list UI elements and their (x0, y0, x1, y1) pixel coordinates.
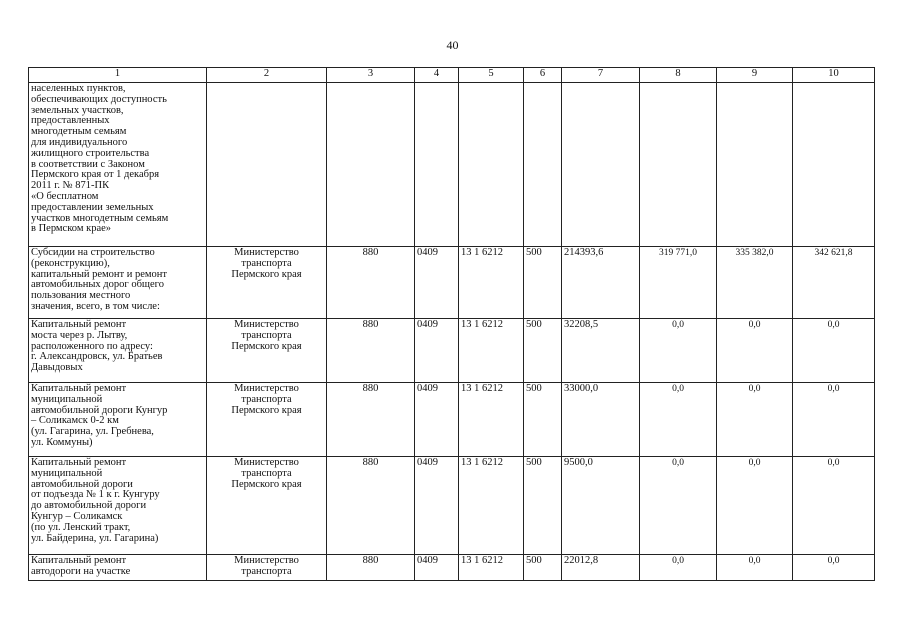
section-cell: 0409 (415, 247, 459, 319)
target-article-cell (459, 83, 524, 247)
amount-col8-cell: 0,0 (640, 457, 717, 555)
expense-type-cell: 500 (524, 383, 562, 457)
item-name-cell: Субсидии на строительство (реконструкцию), капитальный ремонт и ремонт автомобильных дорог общего пользования местного значения, всего, в том числе: (29, 247, 207, 319)
item-name-cell: населенных пунктов, обеспечивающих доступность земельных участков, предоставленных многодетным семьям для индивидуального жилищного строительства в соответствии с Законом Пермского края от 1 декабря 2011 г. № 871-ПК «О бесплатном предоставлении земельных участков многодетным семьям в Пермском крае» (29, 83, 207, 247)
amount-col7-cell: 33000,0 (562, 383, 640, 457)
table-header-row (29, 68, 875, 83)
amount-col9-cell (717, 83, 793, 247)
amount-col10-cell: 342 621,8 (793, 247, 875, 319)
ministry-cell (207, 83, 327, 247)
target-article-cell: 13 1 6212 (459, 247, 524, 319)
amount-col9-cell: 0,0 (717, 457, 793, 555)
amount-col7-cell: 214393,6 (562, 247, 640, 319)
code-cell: 880 (327, 555, 415, 581)
table-row (29, 457, 875, 555)
table-row (29, 319, 875, 383)
target-article-cell: 13 1 6212 (459, 319, 524, 383)
column-number-4: 4 (415, 68, 459, 83)
column-number-9: 9 (717, 68, 793, 83)
amount-col7-cell: 9500,0 (562, 457, 640, 555)
target-article-cell: 13 1 6212 (459, 555, 524, 581)
item-name-cell: Капитальный ремонт муниципальной автомобильной дороги Кунгур – Соликамск 0-2 км (ул. Гагарина, ул. Гребнева, ул. Коммуны) (29, 383, 207, 457)
code-cell (327, 83, 415, 247)
ministry-cell: Министерство транспорта Пермского края (207, 383, 327, 457)
ministry-cell: Министерство транспорта Пермского края (207, 457, 327, 555)
amount-col10-cell: 0,0 (793, 457, 875, 555)
code-cell: 880 (327, 247, 415, 319)
table-row (29, 247, 875, 319)
expense-type-cell: 500 (524, 319, 562, 383)
amount-col10-cell: 0,0 (793, 319, 875, 383)
expense-type-cell: 500 (524, 555, 562, 581)
item-name-cell: Капитальный ремонт моста через р. Лытву, расположенного по адресу: г. Александровск, ул. Братьев Давыдовых (29, 319, 207, 383)
column-number-5: 5 (459, 68, 524, 83)
amount-col10-cell: 0,0 (793, 383, 875, 457)
amount-col9-cell: 335 382,0 (717, 247, 793, 319)
section-cell: 0409 (415, 457, 459, 555)
amount-col7-cell: 22012,8 (562, 555, 640, 581)
amount-col8-cell (640, 83, 717, 247)
column-number-6: 6 (524, 68, 562, 83)
section-cell: 0409 (415, 319, 459, 383)
amount-col10-cell: 0,0 (793, 555, 875, 581)
amount-col8-cell: 0,0 (640, 319, 717, 383)
amount-col8-cell: 0,0 (640, 555, 717, 581)
code-cell: 880 (327, 319, 415, 383)
section-cell: 0409 (415, 383, 459, 457)
amount-col9-cell: 0,0 (717, 319, 793, 383)
expense-type-cell: 500 (524, 247, 562, 319)
target-article-cell: 13 1 6212 (459, 457, 524, 555)
expense-type-cell: 500 (524, 457, 562, 555)
amount-col9-cell: 0,0 (717, 383, 793, 457)
ministry-cell: Министерство транспорта (207, 555, 327, 581)
ministry-cell: Министерство транспорта Пермского края (207, 319, 327, 383)
ministry-cell: Министерство транспорта Пермского края (207, 247, 327, 319)
column-number-3: 3 (327, 68, 415, 83)
column-number-1: 1 (29, 68, 207, 83)
section-cell (415, 83, 459, 247)
budget-table (28, 67, 875, 581)
amount-col7-cell (562, 83, 640, 247)
amount-col10-cell (793, 83, 875, 247)
section-cell: 0409 (415, 555, 459, 581)
table-row (29, 555, 875, 581)
column-number-10: 10 (793, 68, 875, 83)
expense-type-cell (524, 83, 562, 247)
column-number-8: 8 (640, 68, 717, 83)
amount-col9-cell: 0,0 (717, 555, 793, 581)
item-name-cell: Капитальный ремонт муниципальной автомобильной дороги от подъезда № 1 к г. Кунгуру до автомобильной дороги Кунгур – Соликамск (по ул. Ленский тракт, ул. Байдерина, ул. Гагарина) (29, 457, 207, 555)
table-row (29, 83, 875, 247)
target-article-cell: 13 1 6212 (459, 383, 524, 457)
page-number: 40 (446, 38, 459, 52)
column-number-7: 7 (562, 68, 640, 83)
column-number-2: 2 (207, 68, 327, 83)
code-cell: 880 (327, 383, 415, 457)
amount-col8-cell: 319 771,0 (640, 247, 717, 319)
amount-col7-cell: 32208,5 (562, 319, 640, 383)
amount-col8-cell: 0,0 (640, 383, 717, 457)
item-name-cell: Капитальный ремонт автодороги на участке (29, 555, 207, 581)
code-cell: 880 (327, 457, 415, 555)
table-row (29, 383, 875, 457)
